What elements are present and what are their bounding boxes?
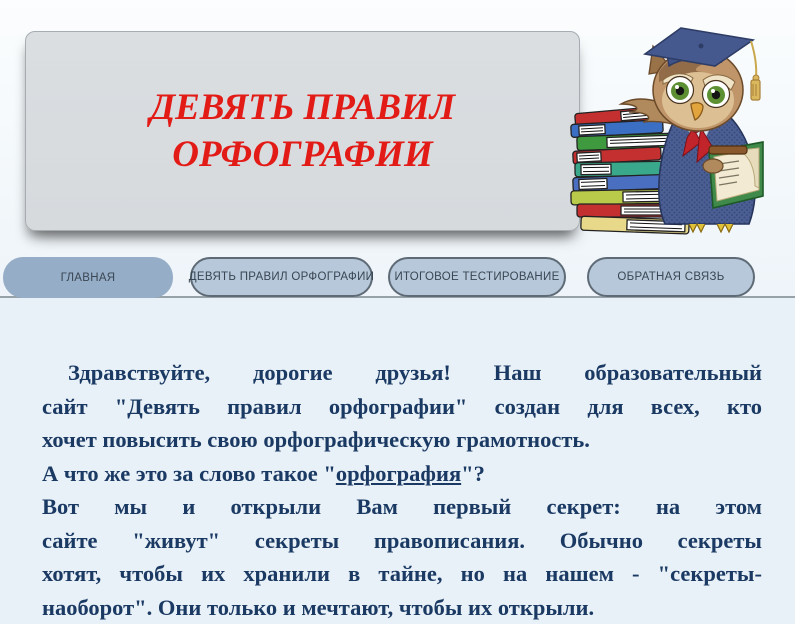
text-segment: А что же это за слово такое " — [42, 461, 336, 486]
main-navigation — [0, 257, 795, 297]
graduate-owl-icon — [563, 16, 765, 242]
header — [0, 0, 795, 297]
text-segment: "? — [461, 461, 485, 486]
welcome-text — [42, 356, 762, 624]
text-line: хотят, чтобы их хранили в тайне, но на нашем - "секреты- — [42, 557, 762, 591]
site-title-line1: ДЕВЯТЬ ПРАВИЛ — [26, 84, 579, 131]
text-line: Вот мы и открыли Вам первый секрет: на этом — [42, 490, 762, 524]
text-line: наоборот". Они только и мечтают, чтобы их открыли. — [42, 591, 762, 624]
site-title-line2: ОРФОГРАФИИ — [26, 131, 579, 178]
tab-feedback[interactable]: ОБРАТНАЯ СВЯЗЬ — [587, 257, 755, 297]
site-title-banner — [25, 31, 580, 231]
orthography-link[interactable]: орфография — [336, 461, 461, 486]
tab-nine-rules[interactable]: ДЕВЯТЬ ПРАВИЛ ОРФОГРАФИИ — [190, 257, 373, 297]
tab-final-testing[interactable]: ИТОГОВОЕ ТЕСТИРОВАНИЕ — [388, 257, 566, 297]
text-line — [42, 457, 762, 491]
tab-home[interactable]: ГЛАВНАЯ — [3, 257, 173, 298]
site-title — [26, 84, 579, 178]
text-line: сайт "Девять правил орфографии" создан для всех, кто — [42, 390, 762, 424]
open-book-icon — [703, 142, 763, 208]
main-content — [0, 298, 795, 600]
text-line: Здравствуйте, дорогие друзья! Наш образовательный — [42, 356, 762, 390]
text-line: хочет повысить свою орфографическую грамотность. — [42, 423, 762, 457]
text-line: сайте "живут" секреты правописания. Обычно секреты — [42, 524, 762, 558]
